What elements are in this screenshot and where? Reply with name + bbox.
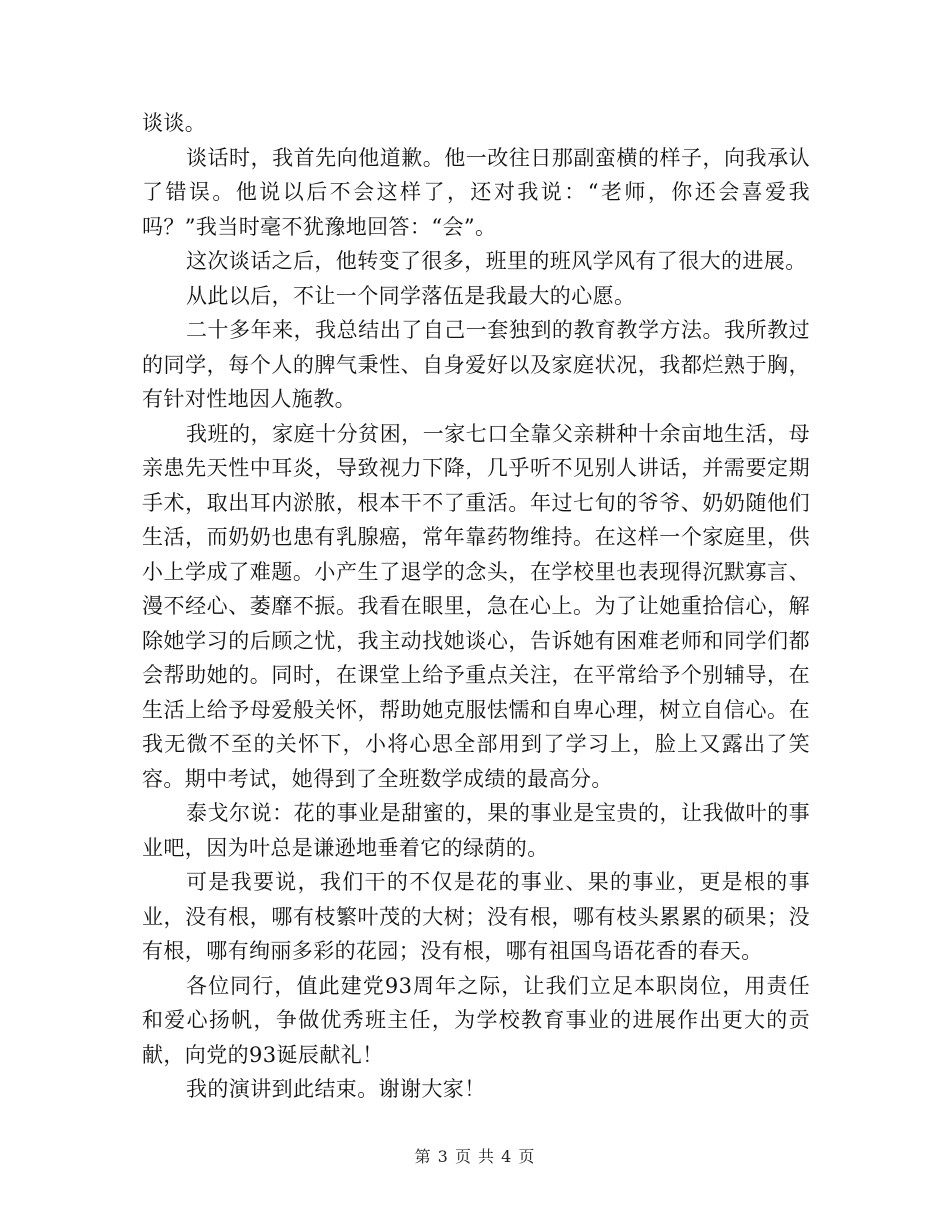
- footer-middle: 页 共: [454, 1147, 496, 1166]
- document-body: [142, 106, 810, 1107]
- footer-suffix: 页: [518, 1147, 536, 1166]
- footer-prefix: 第: [414, 1147, 432, 1166]
- paragraph-10: 我的演讲到此结束。谢谢大家！: [186, 1077, 486, 1101]
- page-footer: [0, 1144, 950, 1167]
- footer-total-pages: 4: [501, 1147, 513, 1166]
- paragraph-7: 泰戈尔说：花的事业是甜蜜的，果的事业是宝贵的，让我做叶的事业吧，因为叶总是谦逊地垂着它的绿荫的。: [142, 801, 810, 860]
- paragraph-6: 我班的，家庭十分贫困，一家七口全靠父亲耕种十余亩地生活，母亲患先天性中耳炎，导致视力下降，几乎听不见别人讲话，并需要定期手术，取出耳内淤脓，根本干不了重活。年过七旬的爷爷、奶奶随他们生活，而奶奶也患有乳腺癌，常年靠药物维持。在这样一个家庭里，供小上学成了难题。小产生了退学的念头，在学校里也表现得沉默寡言、漫不经心、萎靡不振。我看在眼里，急在心上。为了让她重拾信心，解除她学习的后顾之忧，我主动找她谈心，告诉她有困难老师和同学们都会帮助她的。同时，在课堂上给予重点关注，在平常给予个别辅导，在生活上给予母爱般关怀，帮助她克服怯懦和自卑心理，树立自信心。在我无微不至的关怀下，小将心思全部用到了学习上，脸上又露出了笑容。期中考试，她得到了全班数学成绩的最高分。: [142, 421, 810, 791]
- paragraph-5: 二十多年来，我总结出了自己一套独到的教育教学方法。我所教过的同学，每个人的脾气秉性、自身爱好以及家庭状况，我都烂熟于胸，有针对性地因人施教。: [142, 318, 810, 411]
- paragraph-4: 从此以后，不让一个同学落伍是我最大的心愿。: [186, 283, 636, 308]
- footer-current-page: 3: [437, 1147, 449, 1166]
- paragraph-1: 谈谈。: [142, 111, 207, 135]
- paragraph-2: 谈话时，我首先向他道歉。他一改往日那副蛮横的样子，向我承认了错误。他说以后不会这样了，还对我说：“老师，你还会喜爱我吗？”我当时毫不犹豫地回答：“会”。: [142, 145, 810, 239]
- paragraph-8: 可是我要说，我们干的不仅是花的事业、果的事业，更是根的事业，没有根，哪有枝繁叶茂的大树；没有根，哪有枝头累累的硕果；没有根，哪有绚丽多彩的花园；没有根，哪有祖国鸟语花香的春天。: [142, 870, 810, 963]
- paragraph-3: 这次谈话之后，他转变了很多，班里的班风学风有了很大的进展。: [186, 249, 807, 273]
- paragraph-9: 各位同行，值此建党93周年之际，让我们立足本职岗位，用责任和爱心扬帆，争做优秀班主任，为学校教育事业的进展作出更大的贡献，向党的93诞辰献礼！: [142, 973, 810, 1067]
